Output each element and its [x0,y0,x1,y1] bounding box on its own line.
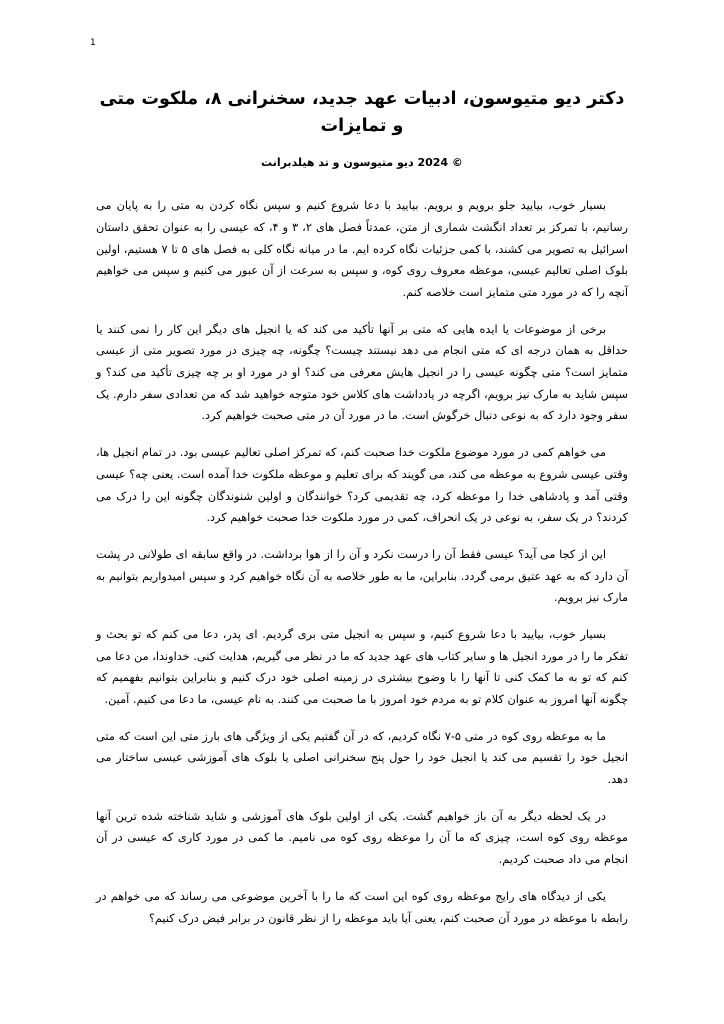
paragraph: این از کجا می آید؟ عیسی فقط آن را درست نکرد و آن را از هوا برداشت. در واقع سابقه ای طولانی در پشت آن دارد که به عهد عتیق برمی گردد. بنابراین، ما به طور خلاصه به آن نگاه خواهیم کرد و سپس امیدواریم بتوانیم به مارک نیز برویم. [96,547,628,605]
document-body [96,195,628,929]
paragraph: می خواهم کمی در مورد موضوع ملکوت خدا صحبت کنم، که تمرکز اصلی تعالیم عیسی بود. در تمام انجیل ها، وقتی عیسی شروع به موعظه می کند، می گویند که برای تعلیم و موعظه ملکوت خدا آمده است. یعنی چه؟ عیسی وقتی آمد و پادشاهی خدا را موعظه کرد، چه تقدیمی کرد؟ خوانندگان و اولین شنوندگان چگونه این را درک می کردند؟ در یک سفر، به نوعی در یک انحراف، کمی در مورد ملکوت خدا صحبت خواهیم کرد. [96,446,628,525]
paragraph: یکی از دیدگاه های رایج موعظه روی کوه این است که ما را با آخرین موضوعی می رساند که می خواهم در رابطه با موعظه در مورد آن صحبت کنم، یعنی آیا باید موعظه را از نظر قانون در برابر فیض درک کنیم؟ [96,889,628,925]
page-title: دکتر دیو متیوسون، ادبیات عهد جدید، سخنرانی ۸، ملکوت متی و تمایزات [99,89,625,137]
paragraph: بسیار خوب، بیایید با دعا شروع کنیم، و سپس به انجیل متی بری گردیم. ای پدر، دعا می کنم که تو بحث و تفکر ما را در مورد انجیل ها و سایر کتاب های عهد جدید که ما در نظر می گیریم، هدایت کنی. خداوندا، من دعا می کنم که تو به ما کمک کنی تا آنها را با وضوح بیشتری در زمینه اصلی خود درک کنیم و بنابراین بتوانیم بفهمیم که چگونه آنها امروز به عنوان کلام تو به مردم خود امروز با ما صحبت می کنند. به نام عیسی، ما دعا می کنیم. آمین. [96,627,628,706]
copyright-line: © 2024 دیو متیوسون و تد هیلدبرانت [261,156,463,170]
paragraph: در یک لحظه دیگر به آن باز خواهیم گشت. یکی از اولین بلوک های آموزشی و شاید شناخته شده ترین آنها موعظه روی کوه است، چیزی که ما آن را موعظه روی کوه می نامیم. ما کمی در مورد کاری که عیسی در آن انجام می داد صحبت کردیم. [96,809,628,867]
page-number: 1 [90,38,96,48]
paragraph: برخی از موضوعات یا ایده هایی که متی بر آنها تأکید می کند که یا انجیل های دیگر این کار را نمی کنند یا حداقل به همان درجه ای که متی انجام می دهد نیستند چیست؟ چگونه، چه چیزی در مورد تصویر متی از عیسی متمایز است؟ متی چگونه عیسی را در انجیل هایش معرفی می کند؟ او در مورد او بر چه چیزی تأکید می کند؟ و سپس شاید به مارک نیز برویم، اگرچه در یادداشت های کلاس خود متوجه خواهید شد که من تعدادی سفر دارم. یک سفر وجود دارد که به نوعی دنبال خرگوش است. ما در مورد آن در متی صحبت خواهیم کرد. [96,322,628,423]
paragraph: بسیار خوب، بیایید جلو برویم و برویم. بیایید با دعا شروع کنیم و سپس نگاه کردن به متی را به پایان می رسانیم، با تمرکز بر تعداد انگشت شماری از متن، عمدتاً فصل های ۲، ۳ و ۴، که عیسی را به عنوان تحقق داستان اسرائیل به تصویر می کشند، با کمی جزئیات نگاه کرده ایم. ما در میانه نگاه کلی به فصل های ۵ تا ۷ هستیم، اولین بلوک اصلی تعالیم عیسی، موعظه معروف روی کوه، و سپس به سرعت از آن عبور می کنیم و سپس می خواهیم آنچه را که در مورد متی متمایز است خلاصه کنم. [96,199,629,299]
paragraph: ما به موعظه روی کوه در متی ۵-۷ نگاه کردیم، که در آن گفتیم یکی از ویژگی های بارز متی این است که متی انجیل خود را تقسیم می کند یا انجیل خود را حول پنج سخنرانی اصلی یا بلوک های آموزشی عیسی ساختار می دهد. [96,729,628,787]
